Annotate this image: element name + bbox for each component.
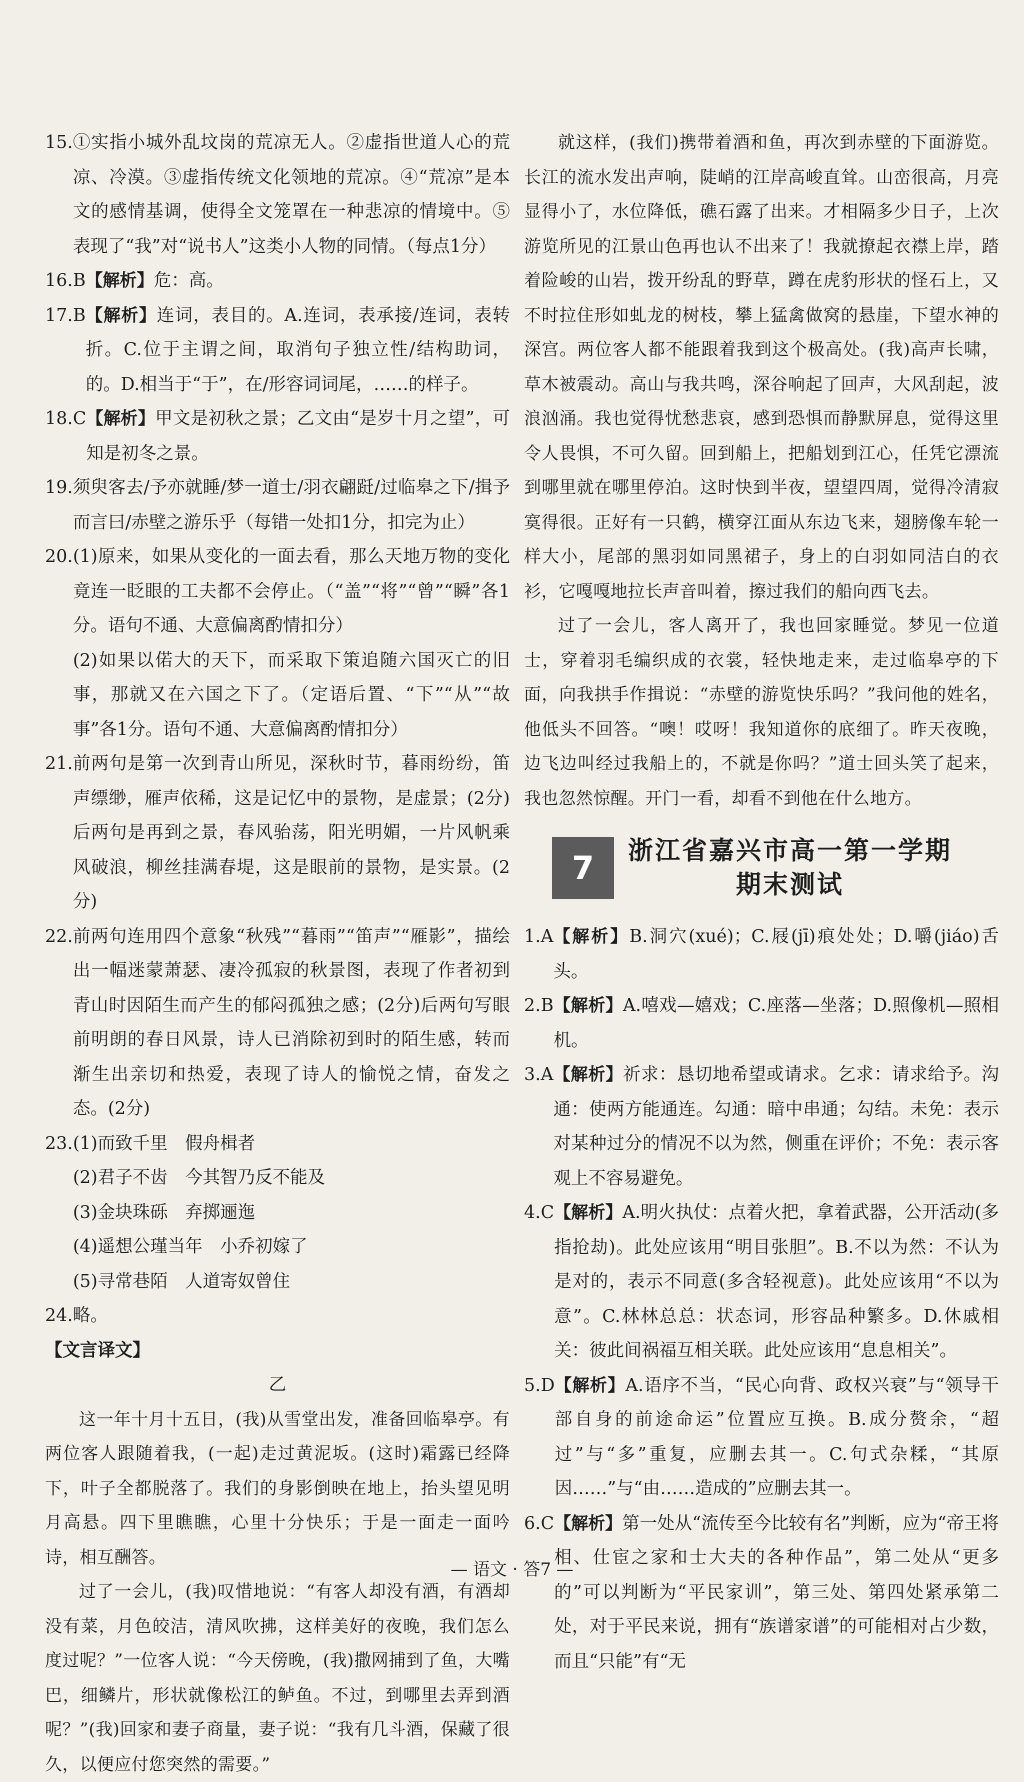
answer-number: 3.A (524, 1065, 554, 1085)
analysis-tag: 【解析】 (554, 1513, 623, 1534)
answer-number: 17.B (45, 305, 86, 326)
section-heading: 【文言译文】 (45, 1340, 150, 1361)
test-title (628, 834, 952, 902)
answer-17 (45, 299, 510, 403)
answer-number: 1.A (524, 927, 554, 947)
answer-number: 18.C (45, 409, 87, 429)
answer-19 (45, 471, 510, 540)
answer-4 (524, 1196, 999, 1369)
answer-number: 15. (45, 133, 73, 153)
answer-21 (45, 747, 510, 920)
analysis-tag: 【解析】 (554, 1203, 623, 1223)
answer-text: ①实指小城外乱坟岗的荒凉无人。②虚指世道人心的荒凉、冷漠。③虚指传统文化领地的荒凉。④“荒凉”是本文的感情基调，使得全文笼罩在一种悲凉的情境中。⑤表现了“我”对“说书人”这类小人物的同情。（每点1分） (72, 133, 510, 257)
answer-text: 前两句连用四个意象“秋残”“暮雨”“笛声”“雁影”，描绘出一幅迷蒙萧瑟、凄冷孤寂的秋景图，表现了作者初到青山时因陌生而产生的郁闷孤独之感；(2分)后两句写眼前明朗的春日风景，诗人已消除初到时的陌生感，转而渐生出亲切和热爱，表现了诗人的愉悦之情，奋发之态。(2分) (72, 926, 510, 1119)
answer-number: 2.B (524, 996, 554, 1016)
answer-18 (45, 402, 510, 471)
answer-text-part2: (2)如果以偌大的天下，而采取下策追随六国灭亡的旧事，那就又在六国之下了。（定语后置、“下”“从”“故事”各1分。语句不通、大意偏离酌情扣分） (72, 650, 510, 740)
test-banner (552, 834, 999, 902)
list-item: (3)金块珠砾 弃掷逦迤 (72, 1202, 256, 1223)
analysis-tag: 【解析】 (553, 1065, 624, 1085)
subsection-title: 乙 (268, 1375, 287, 1395)
answer-text: A.嘻戏—嬉戏；C.座落—坐落；D.照像机—照相机。 (553, 996, 1000, 1051)
translation-paragraph: 就这样，(我们)携带着酒和鱼，再次到赤壁的下面游览。长江的流水发出声响，陡峭的江岸高峻直耸。山峦很高，月亮显得小了，水位降低，礁石露了出来。才相隔多少日子，上次游览所见的江景山色再也认不出来了！我就撩起衣襟上岸，踏着险峻的山岩，拨开纷乱的野草，蹲在虎豹形状的怪石上，又不时拉住形如虬龙的树枝，攀上猛禽做窝的悬崖，下望水神的深宫。两位客人都不能跟着我到这个极高处。(我)高声长啸，草木被震动。高山与我共鸣，深谷响起了回声，大风刮起，波浪汹涌。我也觉得忧愁悲哀，感到恐惧而静默屏息，觉得这里令人畏惧，不可久留。回到船上，把船划到江心，任凭它漂流到哪里就在哪里停泊。这时快到半夜，望望四周，觉得冷清寂寞得很。正好有一只鹤，横穿江面从东边飞来，翅膀像车轮一样大小，尾部的黑羽如同黑裙子，身上的白羽如同洁白的衣衫，它嘎嘎地拉长声音叫着，擦过我们的船向西飞去。 (524, 133, 999, 602)
list-item: (2)君子不齿 今其智乃反不能及 (72, 1168, 326, 1188)
answer-text-part1: (1)原来，如果从变化的一面去看，那么天地万物的变化竟连一眨眼的工夫都不会停止。（“盖”“将”“曾”“瞬”各1分。语句不通、大意偏离酌情扣分） (72, 547, 510, 636)
answer-number: 22. (45, 926, 73, 947)
test-number-badge: 7 (552, 837, 614, 899)
translation-paragraph: 过了一会儿，(我)叹惜地说：“有客人却没有酒，有酒却没有菜，月色皎洁，清风吹拂，这样美好的夜晚，我们怎么度过呢？”一位客人说：“今天傍晚，(我)撒网捕到了鱼，大嘴巴，细鳞片，形状就像松江的鲈鱼。不过，到哪里去弄到酒呢？”(我)回家和妻子商量，妻子说：“我有几斗酒，保藏了很久，以便应付您突然的需要。” (45, 1582, 510, 1775)
analysis-tag: 【解析】 (553, 927, 630, 947)
right-column (524, 126, 999, 1679)
left-column (45, 126, 510, 1782)
answer-number: 20. (45, 547, 73, 567)
answer-text: B.洞穴(xué)；C.屐(jī)痕处处；D.嚼(jiáo)舌头。 (553, 927, 1000, 982)
answer-text: 第一处从“流传至今比较有名”判断，应为“帝王将相、仕宦之家和士大夫的各种作品”，第二处从“更多的”可以判断为“平民家训”，第三处、第四处紧承第二处，对于平民来说，拥有“族谱家谱”的可能相对占少数，而且“只能”有“无 (554, 1513, 1000, 1672)
list-item: (1)而致千里 假舟楫者 (72, 1133, 256, 1154)
answer-text: 略。 (72, 1306, 108, 1326)
test-title-line2: 期末测试 (736, 870, 845, 899)
answer-text: 甲文是初秋之景；乙文由“是岁十月之望”，可知是初冬之景。 (86, 409, 510, 464)
answer-number: 16.B (45, 271, 86, 291)
answer-number: 6.C (524, 1513, 555, 1534)
analysis-tag: 【解析】 (86, 409, 156, 429)
answer-number: 21. (45, 754, 73, 774)
answer-16 (45, 264, 510, 299)
answer-text: 危：高。 (153, 271, 224, 291)
answer-23 (45, 1127, 510, 1300)
answer-6 (524, 1507, 999, 1680)
answer-22 (45, 920, 510, 1127)
answer-text: 须臾客去/予亦就睡/梦一道士/羽衣翩跹/过临皋之下/揖予而言曰/赤壁之游乐乎（每错一处扣1分，扣完为止） (72, 478, 510, 533)
translation-paragraph: 这一年十月十五日，(我)从雪堂出发，准备回临皋亭。有两位客人跟随着我，(一起)走过黄泥坂。(这时)霜露已经降下，叶子全都脱落了。我们的身影倒映在地上，抬头望见明月高悬。四下里瞧瞧，心里十分快乐；于是一面走一面吟诗，相互酬答。 (45, 1409, 510, 1568)
answer-20 (45, 540, 510, 747)
analysis-tag: 【解析】 (554, 1375, 626, 1396)
answer-text: A.语序不当，“民心向背、政权兴衰”与“领导干部自身的前途命运”位置应互换。B.成分赘余，“超过”与“多”重复，应删去其一。C.句式杂糅，“其原因……”与“由……造成的”应删去其一。 (554, 1375, 1000, 1499)
answer-3 (524, 1058, 999, 1196)
answer-15 (45, 126, 510, 264)
answer-5 (524, 1369, 999, 1507)
answer-number: 23. (45, 1133, 73, 1154)
list-item: (5)寻常巷陌 人道寄奴曾住 (72, 1271, 291, 1292)
analysis-tag: 【解析】 (85, 271, 154, 291)
answer-number: 24. (45, 1306, 73, 1326)
analysis-tag: 【解析】 (553, 996, 623, 1016)
answer-text: 连词，表目的。A.连词，表承接/连词，表转折。C.位于主谓之间，取消句子独立性/结构助词，的。D.相当于“于”，在/形容词词尾，……的样子。 (85, 305, 510, 395)
answer-24 (45, 1299, 510, 1334)
page-footer: — 语文 · 答7 — (450, 1560, 574, 1580)
test-title-line1: 浙江省嘉兴市高一第一学期 (628, 836, 953, 865)
list-item: (4)遥想公瑾当年 小乔初嫁了 (72, 1237, 308, 1257)
answer-text: 前两句是第一次到青山所见，深秋时节，暮雨纷纷，笛声缥缈，雁声依稀，这是记忆中的景物，是虚景；(2分)后两句是再到之景，春风骀荡，阳光明媚，一片风帆乘风破浪，柳丝挂满春堤，这是眼前的景物，是实景。(2分) (72, 754, 510, 912)
translation-paragraph: 过了一会儿，客人离开了，我也回家睡觉。梦见一位道士，穿着羽毛编织成的衣裳，轻快地走来，走过临皋亭的下面，向我拱手作揖说：“赤壁的游览快乐吗？”我问他的姓名，他低头不回答。“噢！哎呀！我知道你的底细了。昨天夜晚，边飞边叫经过我船上的，不就是你吗？”道士回头笑了起来，我也忽然惊醒。开门一看，却看不到他在什么地方。 (524, 616, 999, 809)
answer-1 (524, 920, 999, 989)
answer-text: A.明火执仗：点着火把，拿着武器，公开活动(多指抢劫)。此处应该用“明目张胆”。B.不以为然：不认为是对的，表示不同意(多含轻视意)。此处应该用“不以为意”。C.林林总总：状态词，形容品种繁多。D.休戚相关：彼此间祸福互相关联。此处应该用“息息相关”。 (554, 1203, 1000, 1361)
answer-2 (524, 989, 999, 1058)
answer-number: 19. (45, 478, 73, 498)
answer-text: 祈求：恳切地希望或请求。乞求：请求给予。沟通：使两方能通连。勾通：暗中串通；勾结。未免：表示对某种过分的情况不以为然，侧重在评价；不免：表示客观上不容易避免。 (553, 1065, 1000, 1189)
answer-number: 4.C (524, 1203, 555, 1223)
answer-number: 5.D (524, 1375, 555, 1396)
analysis-tag: 【解析】 (85, 305, 157, 326)
